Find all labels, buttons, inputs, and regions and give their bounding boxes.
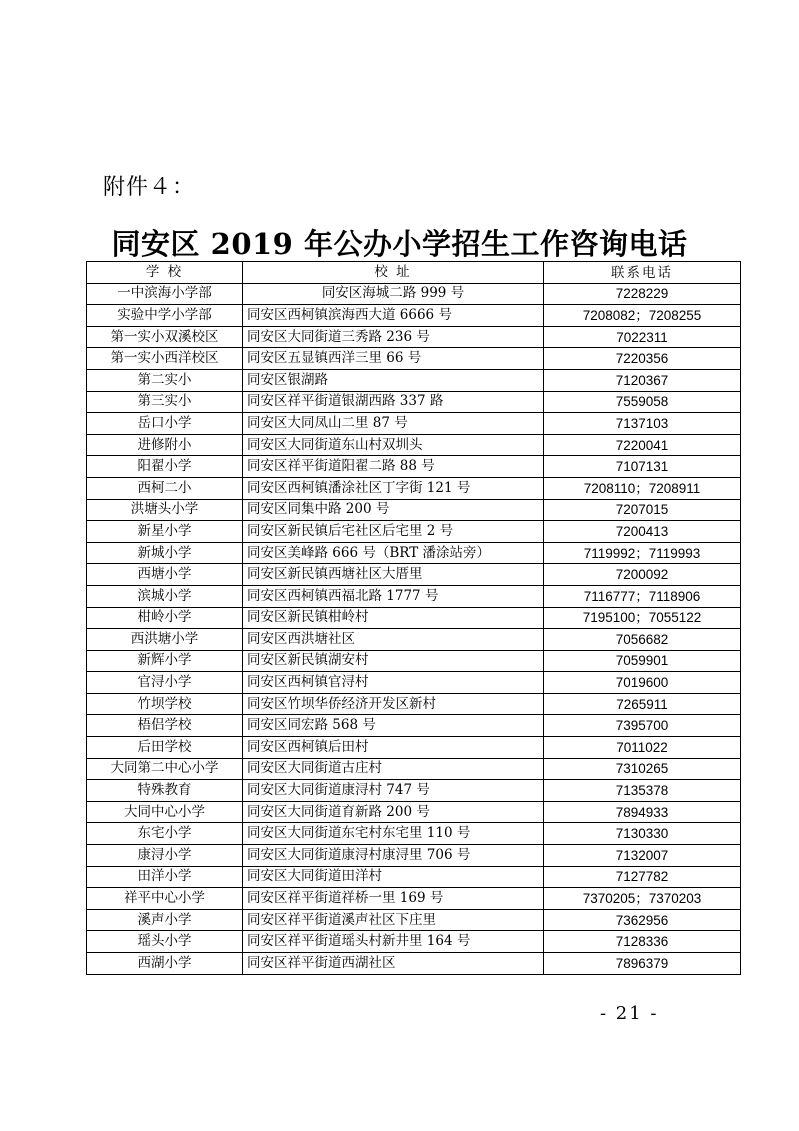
cell-school-address: 同安区祥平街道瑶头村新井里 164 号 xyxy=(243,931,544,953)
cell-school-phone: 7011022 xyxy=(544,737,741,759)
cell-school-address: 同安区大同街道康浔村 747 号 xyxy=(243,780,544,802)
cell-school-name: 东宅小学 xyxy=(87,823,243,845)
cell-school-address: 同安区祥平街道祥桥一里 169 号 xyxy=(243,888,544,910)
cell-school-phone: 7107131 xyxy=(544,456,741,478)
table-row xyxy=(87,953,741,975)
cell-school-phone: 7137103 xyxy=(544,413,741,435)
cell-school-address: 同安区银湖路 xyxy=(243,369,544,391)
cell-school-name: 滨城小学 xyxy=(87,585,243,607)
cell-school-phone: 7195100；7055122 xyxy=(544,607,741,629)
cell-school-phone: 7207015 xyxy=(544,499,741,521)
table-row xyxy=(87,629,741,651)
table-row xyxy=(87,305,741,327)
table-row xyxy=(87,499,741,521)
cell-school-name: 第一实小双溪校区 xyxy=(87,326,243,348)
cell-school-phone: 7208082；7208255 xyxy=(544,305,741,327)
cell-school-phone: 7022311 xyxy=(544,326,741,348)
table-row xyxy=(87,931,741,953)
cell-school-name: 阳翟小学 xyxy=(87,456,243,478)
cell-school-name: 瑶头小学 xyxy=(87,931,243,953)
cell-school-address: 同安区新民镇西塘社区大厝里 xyxy=(243,564,544,586)
cell-school-address: 同安区西柯镇滨海西大道 6666 号 xyxy=(243,305,544,327)
header-phone: 联系电话 xyxy=(544,262,741,284)
cell-school-phone: 7132007 xyxy=(544,845,741,867)
table-row xyxy=(87,369,741,391)
cell-school-phone: 7228229 xyxy=(544,283,741,305)
cell-school-address: 同安区大同街道田洋村 xyxy=(243,866,544,888)
cell-school-phone: 7220041 xyxy=(544,434,741,456)
cell-school-phone: 7119992；7119993 xyxy=(544,542,741,564)
cell-school-address: 同安区大同街道东山村双圳头 xyxy=(243,434,544,456)
table-header-row xyxy=(87,262,741,284)
table-row xyxy=(87,456,741,478)
table-row xyxy=(87,866,741,888)
cell-school-phone: 7894933 xyxy=(544,801,741,823)
cell-school-name: 溪声小学 xyxy=(87,909,243,931)
table-row xyxy=(87,564,741,586)
table-row xyxy=(87,650,741,672)
cell-school-name: 官浔小学 xyxy=(87,672,243,694)
table-row xyxy=(87,888,741,910)
cell-school-address: 同安区同集中路 200 号 xyxy=(243,499,544,521)
cell-school-address: 同安区新民镇柑岭村 xyxy=(243,607,544,629)
header-address: 校 址 xyxy=(243,262,544,284)
cell-school-address: 同安区西洪塘社区 xyxy=(243,629,544,651)
cell-school-phone: 7310265 xyxy=(544,758,741,780)
table-row xyxy=(87,715,741,737)
cell-school-address: 同安区海城二路 999 号 xyxy=(243,283,544,305)
cell-school-address: 同安区大同街道古庄村 xyxy=(243,758,544,780)
cell-school-name: 后田学校 xyxy=(87,737,243,759)
table-row xyxy=(87,693,741,715)
cell-school-name: 新辉小学 xyxy=(87,650,243,672)
table-row xyxy=(87,607,741,629)
table-row xyxy=(87,521,741,543)
cell-school-name: 西洪塘小学 xyxy=(87,629,243,651)
cell-school-phone: 7056682 xyxy=(544,629,741,651)
cell-school-address: 同安区新民镇后宅社区后宅里 2 号 xyxy=(243,521,544,543)
cell-school-phone: 7059901 xyxy=(544,650,741,672)
cell-school-name: 第一实小西洋校区 xyxy=(87,348,243,370)
cell-school-phone: 7370205；7370203 xyxy=(544,888,741,910)
table-row xyxy=(87,845,741,867)
cell-school-name: 梧侣学校 xyxy=(87,715,243,737)
table-row xyxy=(87,823,741,845)
cell-school-name: 西柯二小 xyxy=(87,477,243,499)
cell-school-name: 祥平中心小学 xyxy=(87,888,243,910)
cell-school-address: 同安区祥平街道溪声社区下庄里 xyxy=(243,909,544,931)
table-row xyxy=(87,737,741,759)
cell-school-phone: 7120367 xyxy=(544,369,741,391)
table-row xyxy=(87,542,741,564)
cell-school-name: 田洋小学 xyxy=(87,866,243,888)
cell-school-name: 柑岭小学 xyxy=(87,607,243,629)
cell-school-address: 同安区大同街道东宅村东宅里 110 号 xyxy=(243,823,544,845)
header-school: 学 校 xyxy=(87,262,243,284)
cell-school-phone: 7896379 xyxy=(544,953,741,975)
cell-school-address: 同安区五显镇西洋三里 66 号 xyxy=(243,348,544,370)
cell-school-phone: 7130330 xyxy=(544,823,741,845)
cell-school-phone: 7200092 xyxy=(544,564,741,586)
cell-school-name: 岳口小学 xyxy=(87,413,243,435)
cell-school-address: 同安区祥平街道银湖西路 337 路 xyxy=(243,391,544,413)
cell-school-address: 同安区西柯镇潘涂社区丁字街 121 号 xyxy=(243,477,544,499)
cell-school-name: 新城小学 xyxy=(87,542,243,564)
table-row xyxy=(87,283,741,305)
cell-school-phone: 7019600 xyxy=(544,672,741,694)
cell-school-phone: 7265911 xyxy=(544,693,741,715)
table-row xyxy=(87,672,741,694)
cell-school-phone: 7135378 xyxy=(544,780,741,802)
cell-school-address: 同安区大同街道三秀路 236 号 xyxy=(243,326,544,348)
table-row xyxy=(87,477,741,499)
cell-school-name: 西塘小学 xyxy=(87,564,243,586)
table-row xyxy=(87,434,741,456)
table-row xyxy=(87,326,741,348)
table-body xyxy=(87,283,741,974)
cell-school-name: 第二实小 xyxy=(87,369,243,391)
table-row xyxy=(87,391,741,413)
cell-school-name: 新星小学 xyxy=(87,521,243,543)
table-row xyxy=(87,801,741,823)
cell-school-address: 同安区西柯镇西福北路 1777 号 xyxy=(243,585,544,607)
cell-school-address: 同安区竹坝华侨经济开发区新村 xyxy=(243,693,544,715)
cell-school-phone: 7559058 xyxy=(544,391,741,413)
cell-school-name: 竹坝学校 xyxy=(87,693,243,715)
cell-school-address: 同安区同宏路 568 号 xyxy=(243,715,544,737)
page-title: 同安区 2019 年公办小学招生工作咨询电话 xyxy=(111,227,688,261)
cell-school-phone: 7362956 xyxy=(544,909,741,931)
table-row xyxy=(87,585,741,607)
cell-school-address: 同安区西柯镇官浔村 xyxy=(243,672,544,694)
cell-school-name: 大同中心小学 xyxy=(87,801,243,823)
table-row xyxy=(87,758,741,780)
cell-school-phone: 7127782 xyxy=(544,866,741,888)
page-number: - 21 - xyxy=(600,1003,659,1024)
cell-school-address: 同安区大同凤山二里 87 号 xyxy=(243,413,544,435)
cell-school-phone: 7220356 xyxy=(544,348,741,370)
cell-school-name: 实验中学小学部 xyxy=(87,305,243,327)
cell-school-address: 同安区美峰路 666 号（BRT 潘涂站旁） xyxy=(243,542,544,564)
cell-school-address: 同安区大同街道育新路 200 号 xyxy=(243,801,544,823)
cell-school-phone: 7116777；7118906 xyxy=(544,585,741,607)
cell-school-name: 特殊教育 xyxy=(87,780,243,802)
cell-school-name: 西湖小学 xyxy=(87,953,243,975)
cell-school-address: 同安区新民镇湖安村 xyxy=(243,650,544,672)
cell-school-phone: 7200413 xyxy=(544,521,741,543)
table-row xyxy=(87,413,741,435)
table-row xyxy=(87,909,741,931)
table-row xyxy=(87,348,741,370)
cell-school-address: 同安区祥平街道西湖社区 xyxy=(243,953,544,975)
cell-school-address: 同安区大同街道康浔村康浔里 706 号 xyxy=(243,845,544,867)
cell-school-phone: 7208110；7208911 xyxy=(544,477,741,499)
cell-school-name: 第三实小 xyxy=(87,391,243,413)
attachment-label: 附件４： xyxy=(103,175,196,200)
cell-school-name: 进修附小 xyxy=(87,434,243,456)
cell-school-name: 洪塘头小学 xyxy=(87,499,243,521)
cell-school-address: 同安区祥平街道阳翟二路 88 号 xyxy=(243,456,544,478)
table-row xyxy=(87,780,741,802)
school-contact-table xyxy=(86,261,741,975)
cell-school-name: 大同第二中心小学 xyxy=(87,758,243,780)
cell-school-address: 同安区西柯镇后田村 xyxy=(243,737,544,759)
cell-school-phone: 7395700 xyxy=(544,715,741,737)
cell-school-name: 康浔小学 xyxy=(87,845,243,867)
cell-school-name: 一中滨海小学部 xyxy=(87,283,243,305)
cell-school-phone: 7128336 xyxy=(544,931,741,953)
